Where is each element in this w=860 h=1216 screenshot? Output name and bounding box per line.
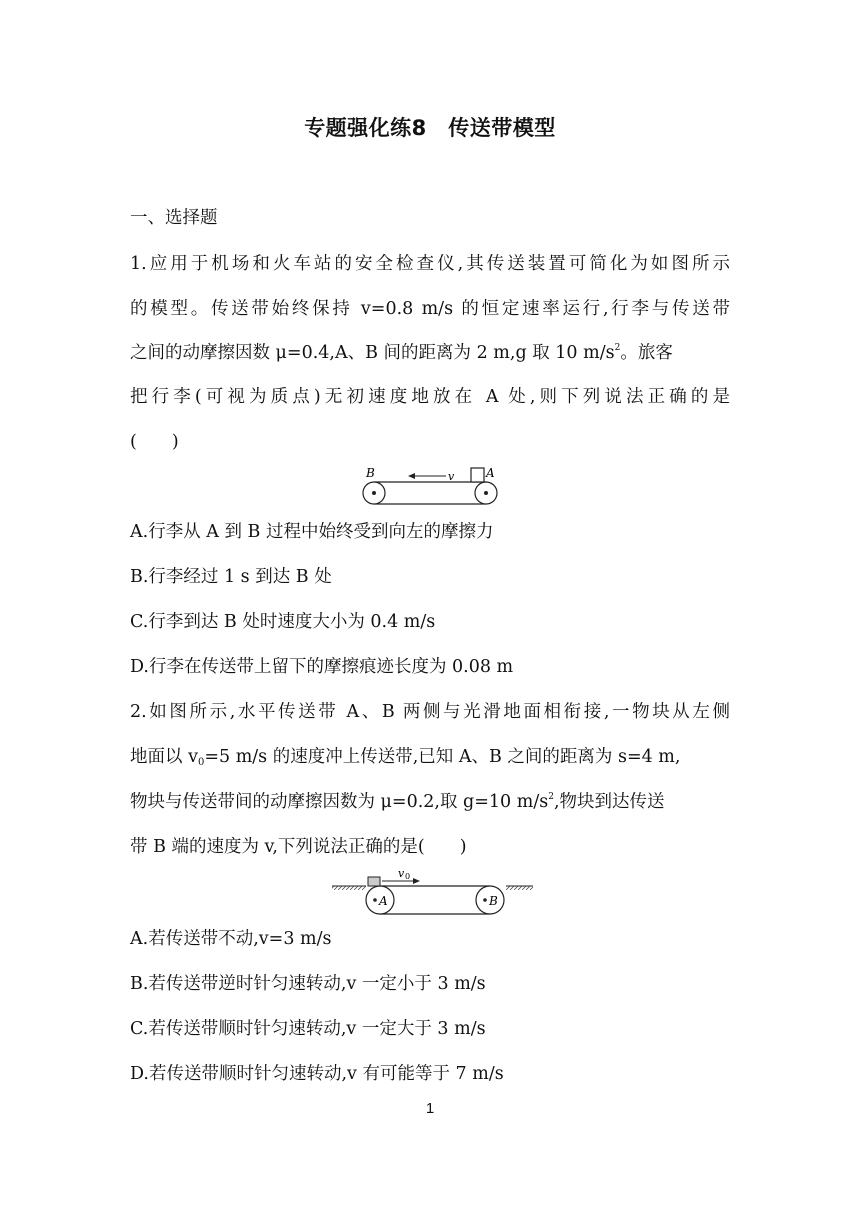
q1-line-3-text: 之间的动摩擦因数 μ=0.4,A、B 间的距离为 2 m,g 取 10 m/s: [130, 343, 615, 363]
q2-block: [368, 877, 380, 886]
q1-option-c: C.行李到达 B 处时速度大小为 0.4 m/s: [130, 612, 436, 632]
q2-label-v: v: [398, 867, 405, 880]
q2-line-3-sup: 2: [548, 792, 554, 802]
q2-label-a: A: [379, 894, 388, 908]
q2-line-3: [130, 790, 730, 814]
q2-option-d: D.若传送带顺时针匀速转动,v 有可能等于 7 m/s: [130, 1064, 504, 1084]
q2-line-2-sub: 0: [197, 757, 205, 768]
q1-label-a: A: [486, 466, 495, 480]
q1-line-2: 的模型。传送带始终保持 v=0.8 m/s 的恒定速率运行,行李与传送带: [130, 299, 730, 319]
q2-line-4: 带 B 端的速度为 v,下列说法正确的是( ): [130, 837, 467, 857]
q2-line-2: [130, 745, 730, 769]
q1-line-3-tail: 。旅客: [620, 343, 673, 363]
q2-line-2-pre: 地面以 v: [130, 747, 198, 767]
q2-option-b: B.若传送带逆时针匀速转动,v 一定小于 3 m/s: [130, 974, 486, 994]
q2-option-a: A.若传送带不动,v=3 m/s: [130, 929, 332, 949]
q2-option-c: C.若传送带顺时针匀速转动,v 一定大于 3 m/s: [130, 1019, 486, 1039]
section-heading: 一、选择题: [130, 208, 218, 228]
q2-ground-right: [506, 886, 533, 890]
q1-label-v: v: [448, 470, 455, 483]
q2-conveyor-figure: [330, 866, 535, 918]
q2-line-2-post: =5 m/s 的速度冲上传送带,已知 A、B 之间的距离为 s=4 m,: [204, 747, 681, 767]
q2-line-3-post: ,物块到达传送: [553, 792, 665, 812]
q1-option-a: A.行李从 A 到 B 过程中始终受到向左的摩擦力: [130, 522, 494, 542]
q1-line-4: 把行李(可视为质点)无初速度地放在 A 处,则下列说法正确的是: [130, 387, 730, 407]
q1-line-5: ( ): [130, 432, 179, 452]
q2-label-b: B: [489, 894, 498, 908]
q1-conveyor-figure: [362, 462, 502, 510]
page-title: 专题强化练8 传送带模型: [304, 116, 556, 140]
q1-luggage-box: [471, 468, 484, 482]
q1-line-3: [130, 341, 730, 365]
q1-option-b: B.行李经过 1 s 到达 B 处: [130, 567, 332, 587]
q2-line-3-pre: 物块与传送带间的动摩擦因数为 μ=0.2,取 g=10 m/s: [130, 792, 549, 812]
q1-option-d: D.行李在传送带上留下的摩擦痕迹长度为 0.08 m: [130, 657, 514, 677]
q1-label-b: B: [366, 466, 375, 480]
q1-line-1: 1.应用于机场和火车站的安全检查仪,其传送装置可简化为如图所示: [130, 254, 730, 274]
q1-line-3-sup: 2: [614, 343, 621, 353]
q2-ground-left: [332, 886, 366, 890]
page-number: 1: [425, 1100, 435, 1117]
q2-label-v-sub: 0: [405, 872, 411, 881]
q2-line-1: 2.如图所示,水平传送带 A、B 两侧与光滑地面相衔接,一物块从左侧: [130, 702, 730, 722]
